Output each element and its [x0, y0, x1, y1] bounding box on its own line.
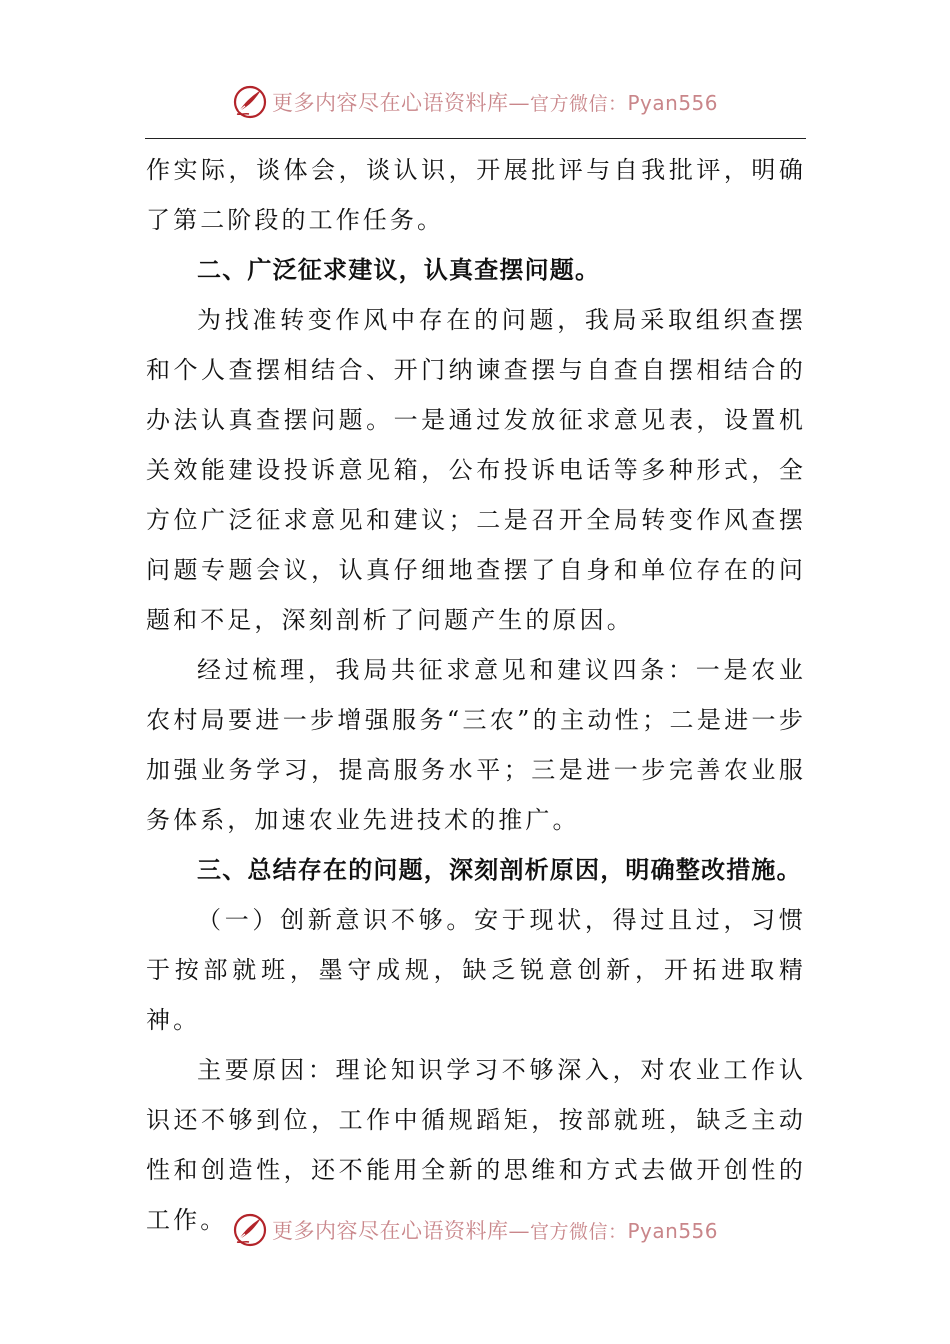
- footer-dash: —: [508, 1219, 530, 1243]
- paragraph: 主要原因：理论知识学习不够深入，对农业工作认识还不够到位，工作中循规蹈矩，按部就班，缺乏主动性和创造性，还不能用全新的思维和方式去做开创性的工作。: [146, 1056, 806, 1234]
- section-heading-3: 三、总结存在的问题，深刻剖析原因，明确整改措施。: [197, 856, 802, 884]
- footer-watermark-text: [272, 1215, 718, 1245]
- paragraph-continuation: 作实际，谈体会，谈认识，开展批评与自我批评，明确了第二阶段的工作任务。: [146, 156, 806, 234]
- section-heading-2: 二、广泛征求建议，认真查摆问题。: [197, 256, 601, 284]
- header-library-text: 更多内容尽在心语资料库: [271, 91, 509, 115]
- paragraph: 经过梳理，我局共征求意见和建议四条：一是农业农村局要进一步增强服务“三农”的主动性；二是进一步加强业务学习，提高服务水平；三是进一步完善农业服务体系，加速农业先进技术的推广。: [146, 656, 806, 834]
- header-divider: [145, 138, 806, 139]
- paragraph: （一）创新意识不够。安于现状，得过且过，习惯于按部就班，墨守成规，缺乏锐意创新，开拓进取精神。: [146, 906, 806, 1034]
- footer-wechat-label: 官方微信：: [529, 1221, 628, 1243]
- header-wechat-label: 官方微信：: [529, 93, 628, 115]
- document-body: [146, 145, 806, 1245]
- header-wechat-id: Pyan556: [627, 91, 719, 115]
- header-watermark-text: [272, 87, 718, 117]
- footer-watermark: [0, 1210, 950, 1250]
- paragraph: 为找准转变作风中存在的问题，我局采取组织查摆和个人查摆相结合、开门纳谏查摆与自查自摆相结合的办法认真查摆问题。一是通过发放征求意见表，设置机关效能建设投诉意见箱，公布投诉电话等多种形式，全方位广泛征求意见和建议；二是召开全局转变作风查摆问题专题会议，认真仔细地查摆了自身和单位存在的问题和不足，深刻剖析了问题产生的原因。: [146, 306, 806, 634]
- footer-wechat-id: Pyan556: [627, 1219, 719, 1243]
- footer-library-text: 更多内容尽在心语资料库: [271, 1219, 509, 1243]
- quill-logo-icon: [232, 1212, 268, 1248]
- quill-logo-icon: [232, 84, 268, 120]
- header-dash: —: [508, 91, 530, 115]
- header-watermark: [0, 82, 950, 122]
